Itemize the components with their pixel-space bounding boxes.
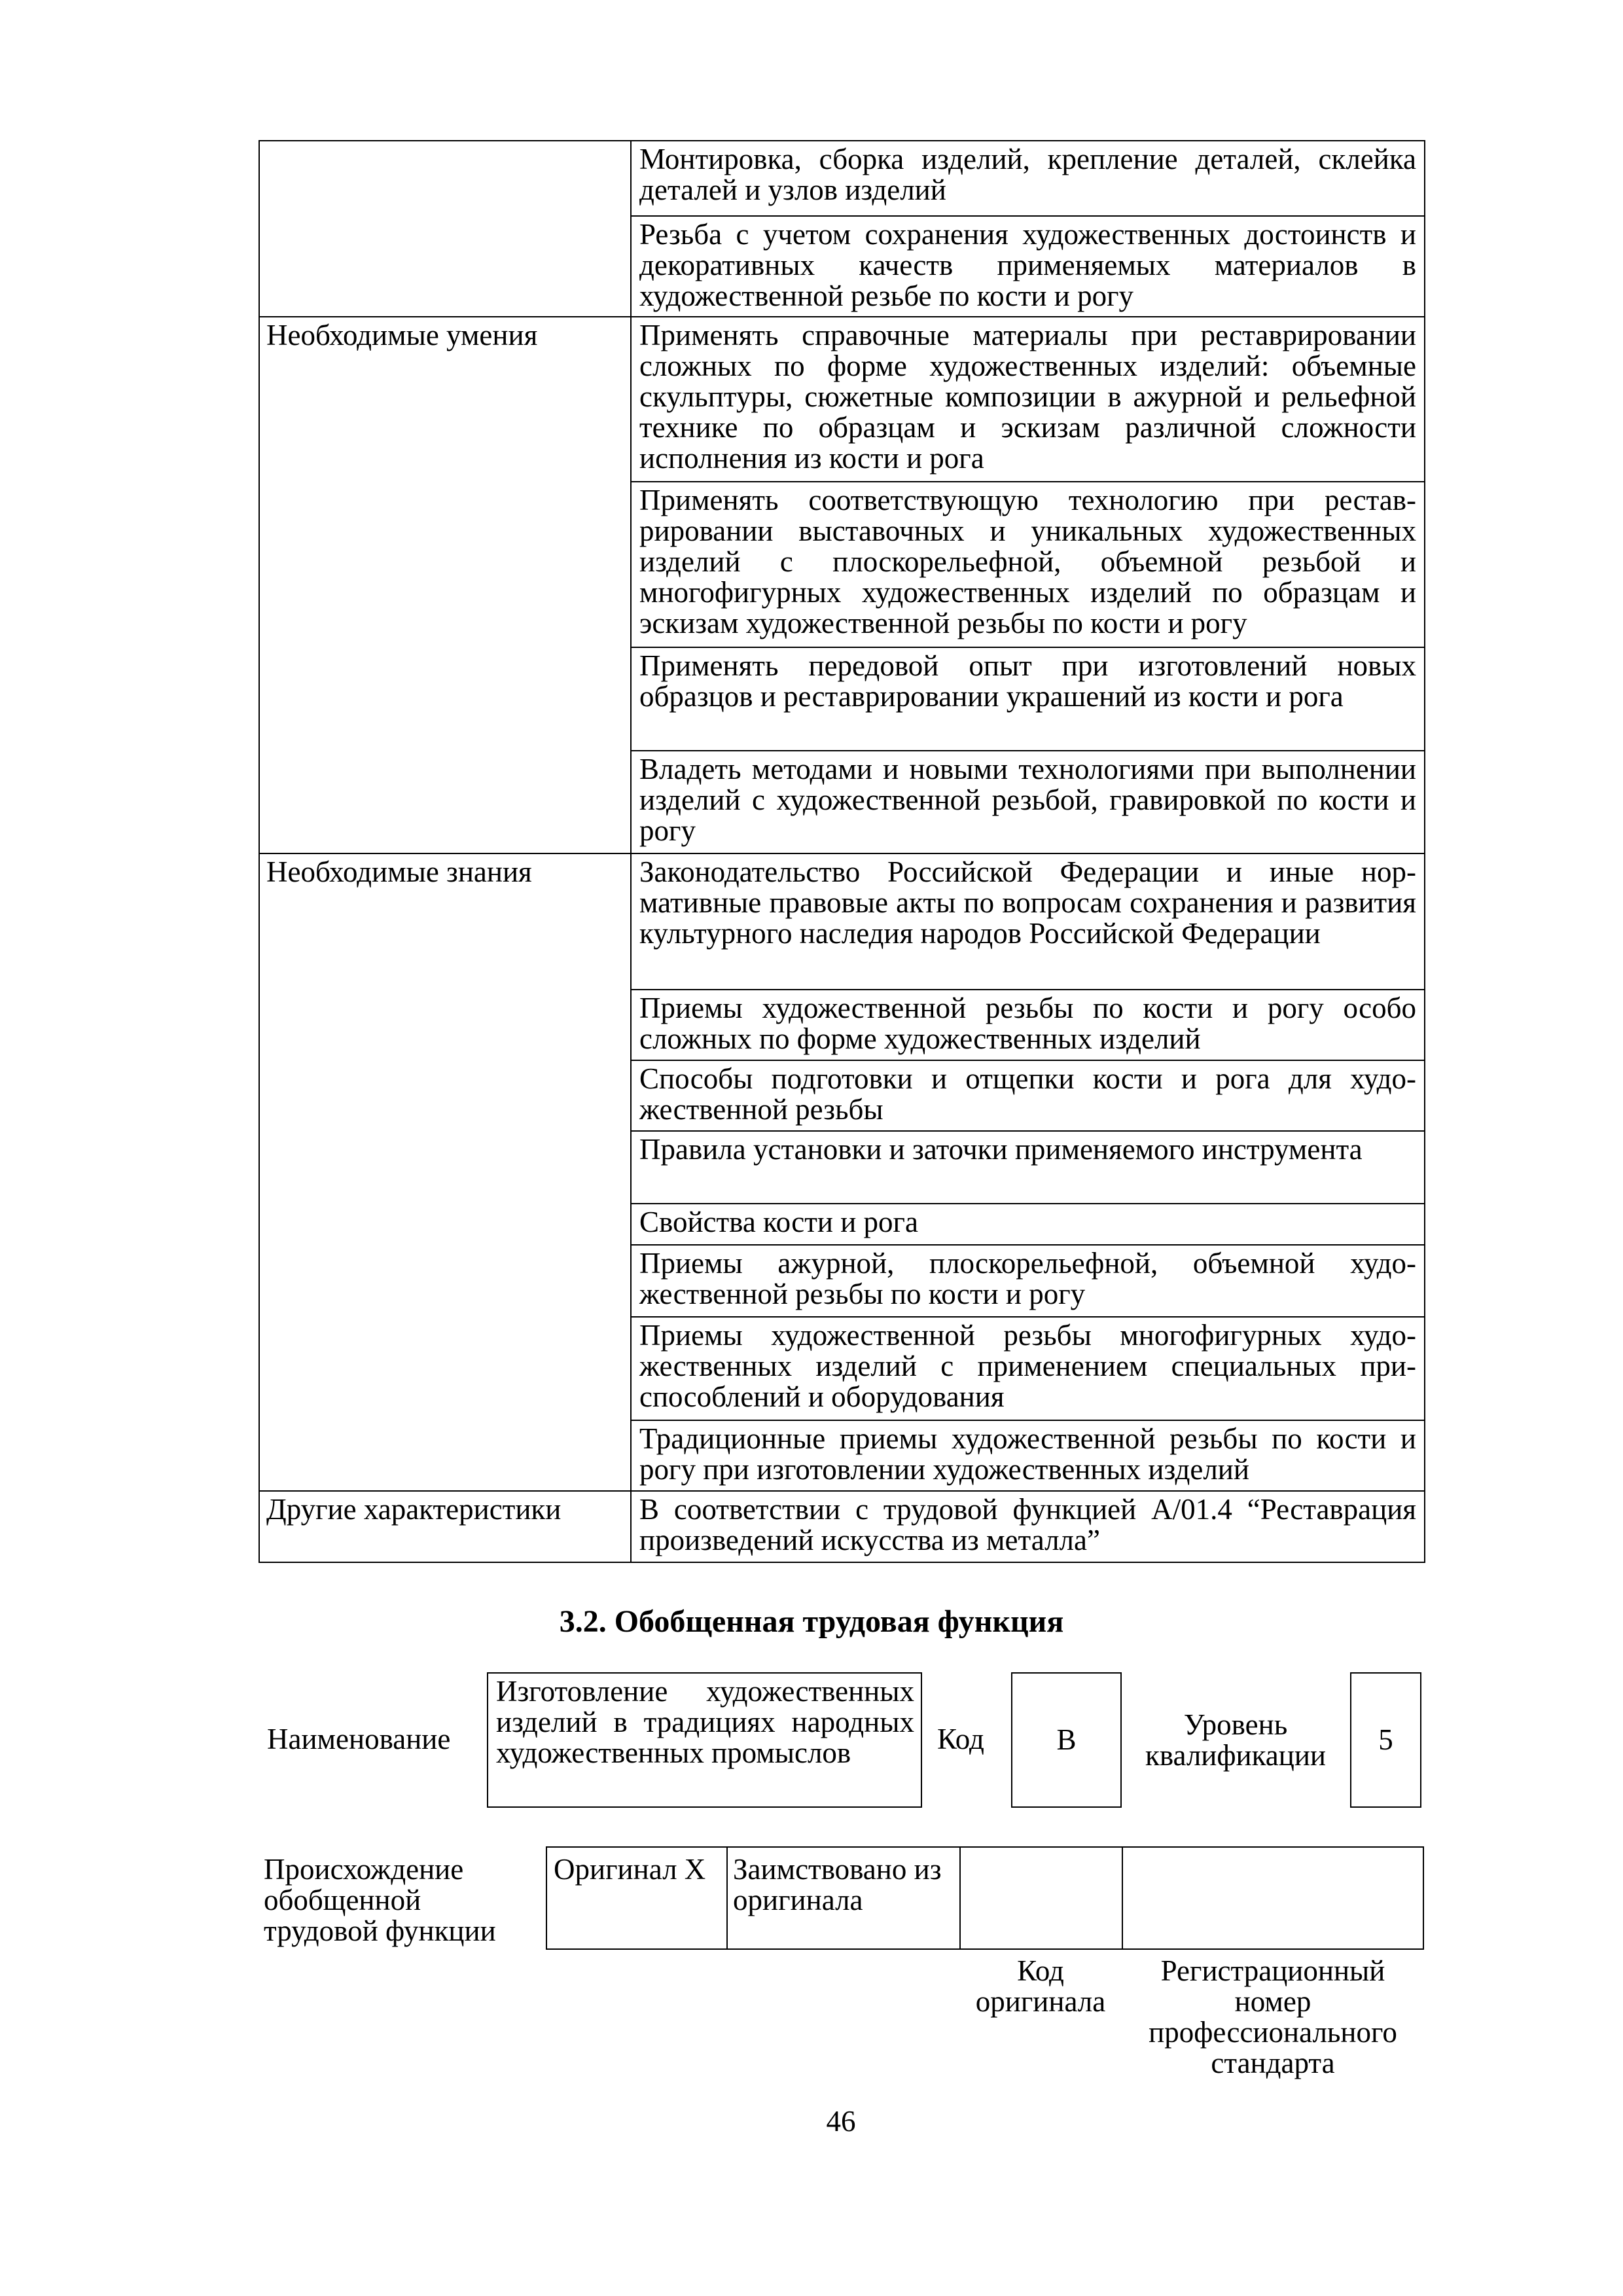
caption-reg: Регистрационный номер профессионального стандарта <box>1149 1954 1397 2079</box>
row-label: Необходимые умения <box>259 316 632 854</box>
section-title: 3.2. Обобщенная трудовая функция <box>559 1604 1064 1639</box>
code-value: В <box>1011 1672 1122 1808</box>
table-cell: Владеть методами и новыми технологиями при выполнении изделий с художественной резьбой, гравировкой по кости и рогу <box>630 750 1425 854</box>
table-cell: Правила установки и заточки применяемого инструмента <box>630 1130 1425 1204</box>
table-cell: Монтировка, сборка изделий, крепление деталей, склейка деталей и узлов изделий <box>630 140 1425 217</box>
table-cell: Свойства кости и рога <box>630 1203 1425 1246</box>
table-cell: Законодательство Российской Федерации и иные нормативные правовые акты по вопросам сохранения и развития культурного наследия народов Российской Федерации <box>630 853 1425 990</box>
table-cell: Резьба с учетом сохранения художественных достоинств и декоративных качеств применяемых материалов в художественной резьбе по кости и рогу <box>630 215 1425 317</box>
table-cell: В соответствии с трудовой функцией А/01.4 “Реставрация произведений искусства из металла” <box>630 1490 1425 1563</box>
table-cell: Приемы ажурной, плоскорельефной, объемной художественной резьбы по кости и рогу <box>630 1244 1425 1318</box>
table-cell: Традиционные приемы художественной резьбы по кости и рогу при изготовлении художественных изделий <box>630 1420 1425 1492</box>
origin-mark: Х <box>684 1853 706 1886</box>
row-label <box>259 140 632 317</box>
table-cell: Приемы художественной резьбы по кости и рогу особо сложных по форме художественных изделий <box>630 989 1425 1061</box>
table-cell: Способы подготовки и отщепки кости и рога для художественной резьбы <box>630 1060 1425 1132</box>
origin-label: Происхождение обобщенной трудовой функции <box>264 1853 496 1947</box>
origin-table <box>546 1846 1424 1950</box>
name-label: Наименование <box>267 1723 451 1755</box>
table-cell: Применять справочные материалы при реставрировании сложных по форме художественных изделий: объемные скульптуры, сюжетные композиции в ажурной и рельефной технике по образцам и эскизам различной сложности исполнения из кости и рога <box>630 316 1425 482</box>
page-number: 46 <box>826 2105 856 2138</box>
level-label: Уровень квалификации <box>1145 1708 1327 1772</box>
code-label: Код <box>937 1723 984 1755</box>
row-label: Другие характеристики <box>259 1490 632 1563</box>
table-cell: Применять соответствующую технологию при реставрировании выставочных и уникальных художественных изделий с плоскорельефной, объемной резьбой и многофигурных художественных изделий по образцам и эскизам художественной резьбы по кости и рогу <box>630 481 1425 648</box>
table-cell: Применять передовой опыт при изготовлений новых образцов и реставрировании украшений из кости и рога <box>630 647 1425 751</box>
caption-code: Код оригинала <box>975 1954 1106 2018</box>
origin-original: Оригинал <box>554 1853 677 1886</box>
table-cell: Приемы художественной резьбы многофигурных художественных изделий с применением специальных приспособлений и оборудования <box>630 1316 1425 1421</box>
row-label: Необходимые знания <box>259 853 632 1492</box>
origin-borrowed: Заимствовано из оригинала <box>733 1853 942 1916</box>
level-value: 5 <box>1350 1672 1421 1808</box>
name-value: Изготовление художественных изделий в традициях народных художественных промыслов <box>487 1672 922 1808</box>
origin-original-cell <box>554 1854 705 1885</box>
